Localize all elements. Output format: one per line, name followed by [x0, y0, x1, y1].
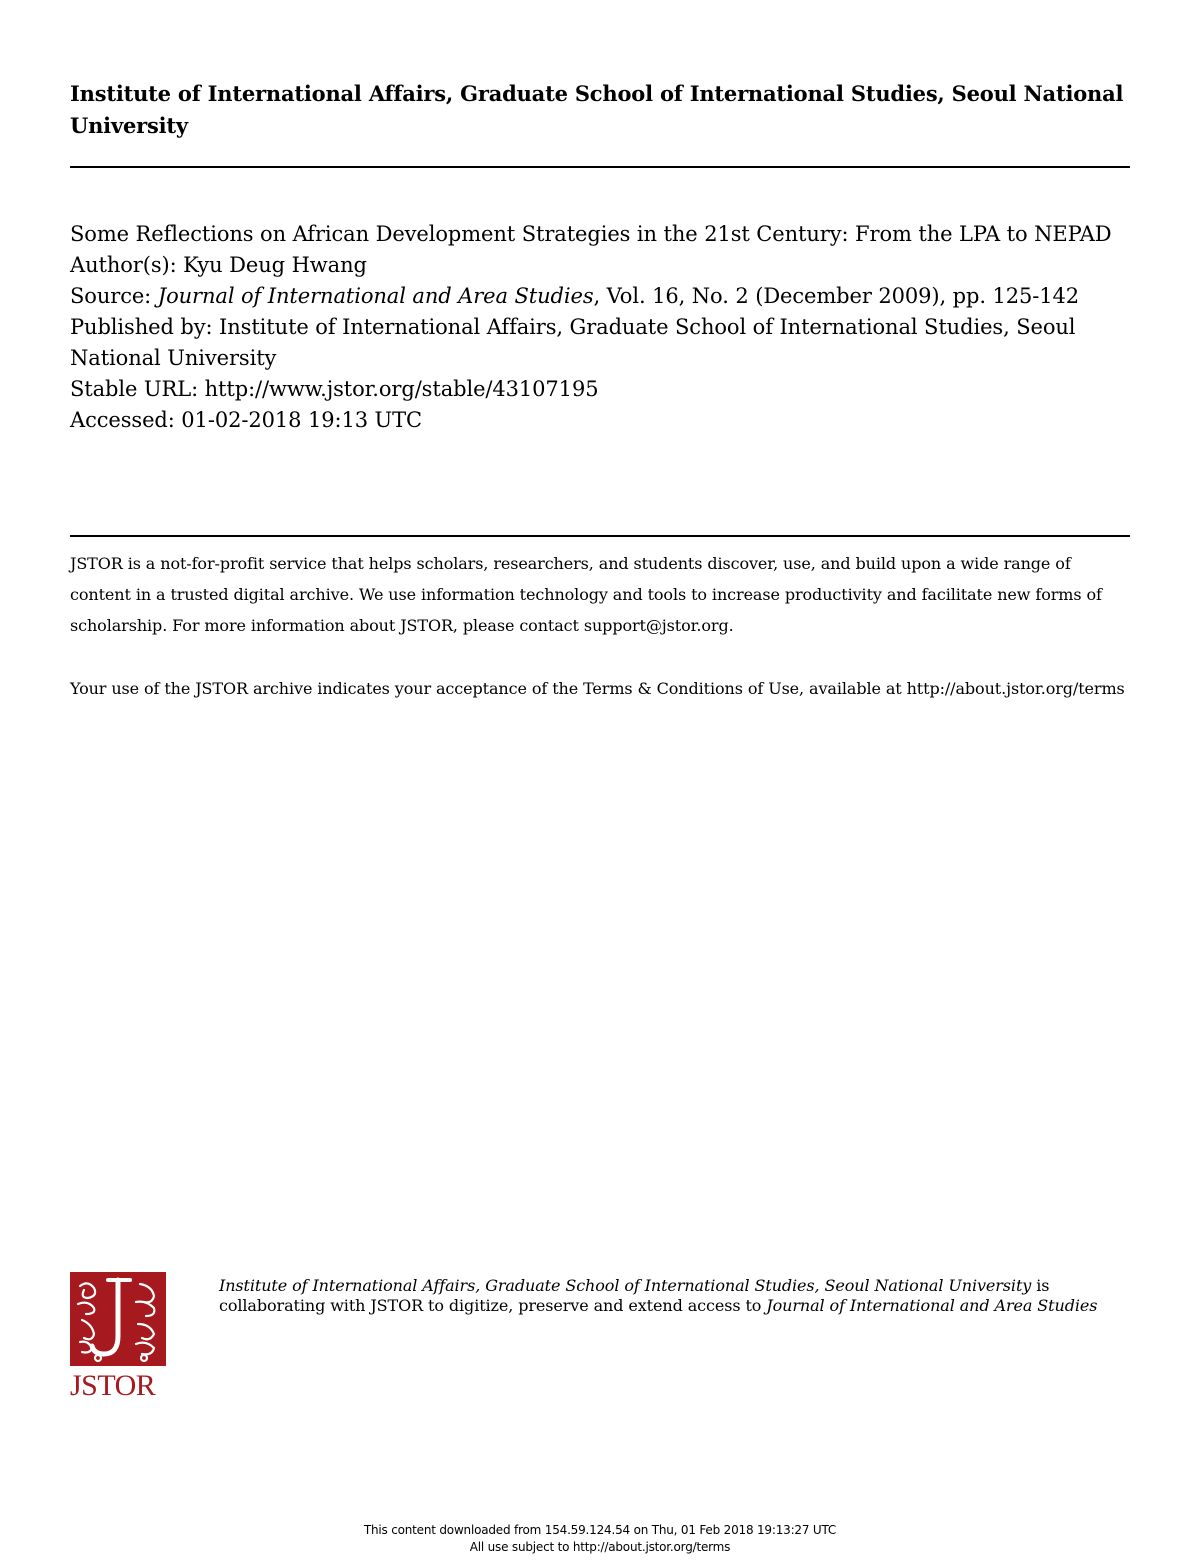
published-by: Institute of International Affairs, Graduate School of International Studies, Seoul National University [70, 315, 1076, 370]
jstor-notice [70, 548, 1130, 736]
collab-publisher: Institute of International Affairs, Graduate School of International Studies, Seoul National University [219, 1276, 1032, 1295]
author-label: Author(s): [70, 253, 177, 277]
published-label: Published by: [70, 315, 213, 339]
source-details: , Vol. 16, No. 2 (December 2009), pp. 125-142 [593, 284, 1080, 308]
source-journal: Journal of International and Area Studies [157, 284, 594, 308]
footer-terms-line: All use subject to http://about.jstor.org/terms [469, 1540, 731, 1554]
stable-url-label: Stable URL: [70, 377, 199, 401]
middle-divider [70, 535, 1130, 537]
jstor-wordmark: JSTOR [70, 1369, 156, 1402]
jstor-emblem-icon [70, 1272, 166, 1366]
source-label: Source: [70, 284, 152, 308]
published-line [70, 312, 1130, 374]
footer-download-line: This content downloaded from 154.59.124.54 on Thu, 01 Feb 2018 19:13:27 UTC [363, 1523, 837, 1537]
author-name: Kyu Deug Hwang [183, 253, 367, 277]
citation-block [70, 219, 1130, 436]
stable-url-line [70, 374, 1130, 405]
notice-paragraph-terms: Your use of the JSTOR archive indicates your acceptance of the Terms & Conditions of Use, available at http://about.jstor.org/terms [70, 679, 1125, 698]
download-footer [0, 1522, 1200, 1556]
notice-paragraph-about: JSTOR is a not-for-profit service that helps scholars, researchers, and students discover, use, and build upon a wide range of content in a trusted digital archive. We use information technology and tools to increase productivity and facilitate new forms of scholarship. For more information about JSTOR, please contact support@jstor.org. [70, 554, 1102, 635]
accessed-label: Accessed: [70, 408, 175, 432]
author-line [70, 250, 1130, 281]
stable-url-link[interactable]: http://www.jstor.org/stable/43107195 [204, 377, 599, 401]
collaboration-statement [219, 1276, 1119, 1315]
article-title: Some Reflections on African Development Strategies in the 21st Century: From the LPA to NEPAD [70, 222, 1112, 246]
jstor-logo [70, 1272, 168, 1402]
publisher-header: Institute of International Affairs, Graduate School of International Studies, Seoul National University [70, 81, 1124, 138]
top-divider [70, 166, 1130, 168]
collab-journal: Journal of International and Area Studies [766, 1295, 1098, 1315]
accessed-line [70, 405, 1130, 436]
source-line [70, 281, 1130, 312]
accessed-date: 01-02-2018 19:13 UTC [181, 408, 423, 432]
collab-middle: is collaborating with JSTOR to digitize, preserve and extend access to [219, 1276, 1050, 1315]
